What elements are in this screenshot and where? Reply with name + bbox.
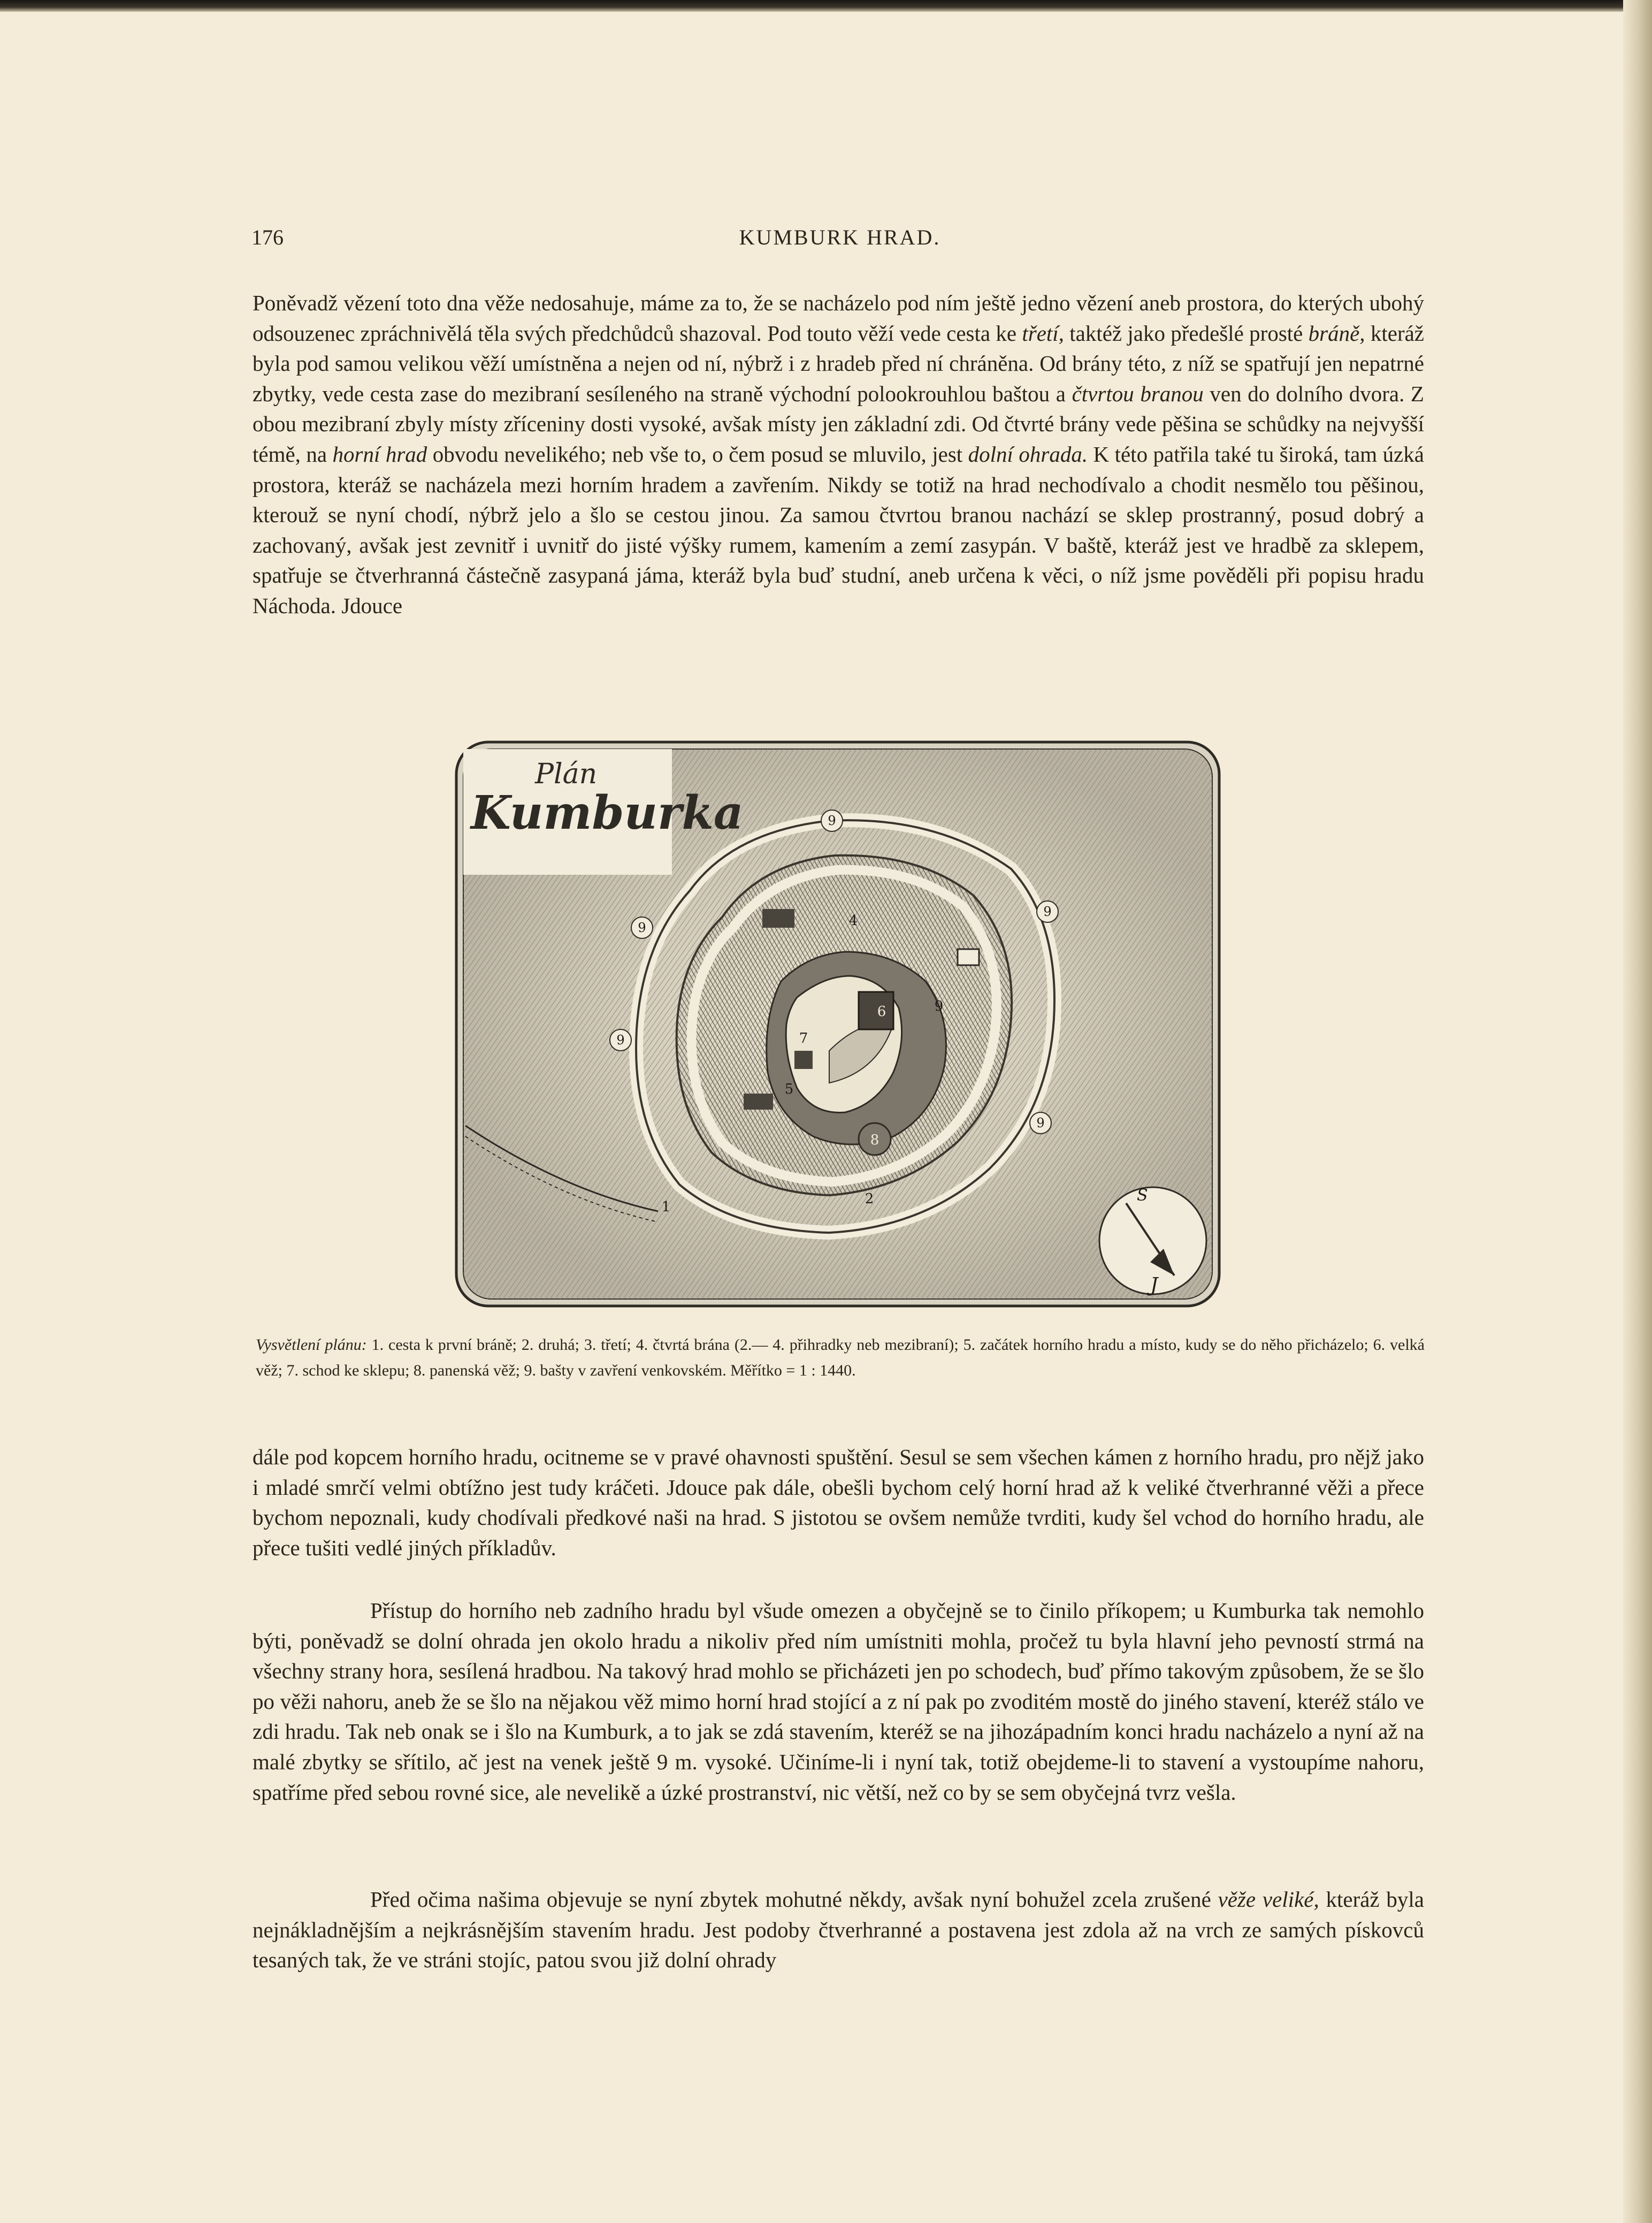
plan-marker: 7 [799, 1030, 808, 1046]
italic-term: horní hrad [332, 441, 427, 467]
text-run: ven do dolního dvora. Z obou mezibraní zbyly místy zříceniny dosti vysoké, avšak místy jen základní zdi. Od čtvrté brány vede pěšina se schůdky na nejvyšší témě, na [253, 381, 1424, 467]
running-head [251, 225, 1428, 257]
plan-title-kumburka: Kumburka [471, 786, 744, 840]
text-run: obvodu nevelikého; neb vše to, o čem posud se mluvilo, jest [427, 441, 968, 467]
text-run: taktéž jako předešlé prosté [1064, 320, 1309, 346]
text-run: Před očima našima objevuje se nyní zbytek mohutné někdy, avšak nyní bohužel zcela zrušené [370, 1887, 1218, 1912]
italic-term: dolní ohrada. [968, 441, 1088, 467]
paragraph-1 [253, 288, 1424, 621]
castle-plan-engraving [455, 740, 1221, 1308]
paragraph-3: Přístup do horního neb zadního hradu byl všude omezen a obyčejně se to činilo příkopem; u Kumburka tak nemohlo býti, poněvadž se dolní ohrada jen okolo hradu a nikoliv před ním umístniti mohla, pročež tu byla hlavní jeho pevností strmá na všechny strany hora, sesílená hradbou. Na takový hrad mohlo se přicházeti jen po schodech, buď přímo takovým způsobem, že se šlo po věži nahoru, aneb že se šlo na nějakou věž mimo horní hrad stojící a z ní pak po zvoditém mostě do jiného stavení, kteréž stálo ve zdi hradu. Tak neb onak se i šlo na Kumburk, a to jak se zdá stavením, kteréž se na jihozápadním konci hradu nacházelo a nyní až na malé zbytky se sřítilo, ač jest na venek ještě 9 m. vysoké. Učiníme-li i nyní tak, totiž obejdeme-li to stavení a vystoupíme nahoru, spatříme před sebou rovné sice, ale nevelikě a úzké prostranství, nic větší, než co by se sem obyčejná tvrz vešla. [253, 1598, 1424, 1805]
text-run: Poněvadž vězení toto dna věže nedosahuje, máme za to, že se nacházelo pod ním ještě jedno vězení aneb prostora, do kterých ubohý odsouzenec zpráchnivělá těla svých předchůdců shazoval. Pod touto věží vede cesta ke [253, 291, 1424, 346]
plan-marker: 2 [865, 1191, 874, 1207]
italic-term: čtvrtou branou [1072, 381, 1204, 406]
plan-marker: 8 [870, 1132, 879, 1148]
compass-north-letter: S [1137, 1186, 1148, 1205]
bastion-marker: 9 [1036, 1116, 1045, 1130]
page-number: 176 [251, 225, 284, 249]
plan-caption [256, 1332, 1425, 1384]
bastion-marker: 9 [638, 920, 646, 935]
italic-term: bráně, [1308, 320, 1365, 346]
text-run: K této patřila také tu široká, tam úzká prostora, kteráž se nacházela mezi horním hradem a zavřením. Nikdy se totiž na hrad nechodívalo a chodit nesmělo tou pěšinou, kterouž se nyní chodí, nýbrž jelo a šlo se cestou jinou. Za samou čtvrtou branou nachází se sklep prostranný, posud dobrý a zachovaný, avšak jest zevnitř i uvnitř do jisté výšky rumem, kamením a zemí zasypán. V baště, kteráž jest ve hradbě za sklepem, spatřuje se čtverhranná částečně zasypaná jáma, kteráž byla buď studní, aneb určena k věci, o níž jsme pověděli při popisu hradu Náchoda. Jdouce [253, 441, 1424, 618]
plan-marker: 9 [934, 998, 944, 1014]
paragraph-2: dále pod kopcem horního hradu, ocitneme se v pravé ohavnosti spuštění. Sesul se sem všechen kámen z horního hradu, pro nějž jako i mladé smrčí velmi obtížno jest tudy kráčeti. Jdouce pak dále, obešli bychom celý horní hrad až k veliké čtverhranné věži a přece bychom nepoznali, kudy chodívali předkové naši na hrad. S jistotou se ovšem nemůže tvrditi, kudy šel vchod do horního hradu, ale přece tušiti vedlé jiných příkladův. [253, 1445, 1424, 1560]
page-right-edge [1623, 0, 1652, 2223]
italic-term: třetí, [1022, 320, 1064, 346]
plan-marker: 4 [848, 913, 858, 929]
plan-marker: 6 [877, 1004, 886, 1020]
compass-south-letter: J [1150, 1274, 1158, 1296]
page-title: KUMBURK HRAD. [739, 225, 941, 249]
bastion-marker: 9 [828, 813, 836, 828]
caption-label: Vysvětlení plánu: [256, 1336, 367, 1354]
bastion-marker: 9 [1043, 904, 1052, 919]
page-top-edge [0, 0, 1652, 12]
plan-title-plan: Plán [535, 758, 598, 790]
bastion-marker: 9 [616, 1033, 625, 1048]
plan-marker: 5 [784, 1081, 794, 1097]
italic-term: věže veliké, [1218, 1887, 1319, 1912]
compass-rose-icon [1099, 1186, 1206, 1296]
paragraph-4 [253, 1884, 1424, 1975]
text-run: kteráž byla pod samou velikou věží umístněna a nejen od ní, nýbrž i z hradeb před ní chráněna. Od brány této, z níž se spatřují jen nepatrné zbytky, vede cesta zase do mezibraní sesíleného na straně východní polookrouhlou baštou a [253, 320, 1424, 406]
caption-text: 1. cesta k první bráně; 2. druhá; 3. třetí; 4. čtvrtá brána (2.— 4. přihradky neb mezibraní); 5. začátek horního hradu a místo, kudy se do něho přicházelo; 6. velká věž; 7. schod ke sklepu; 8. panenská věž; 9. bašty v zavření venkovském. Měřítko = 1 : 1440. [256, 1336, 1425, 1379]
plan-marker: 1 [661, 1199, 671, 1215]
text-run: kteráž byla nejnákladnějším a nejkrásnějším stavením hradu. Jest podoby čtverhranné a postavena jest zdola až na vrch ze samých pískovců tesaných tak, že ve stráni stojíc, patou svou již dolní ohrady [253, 1887, 1425, 1973]
